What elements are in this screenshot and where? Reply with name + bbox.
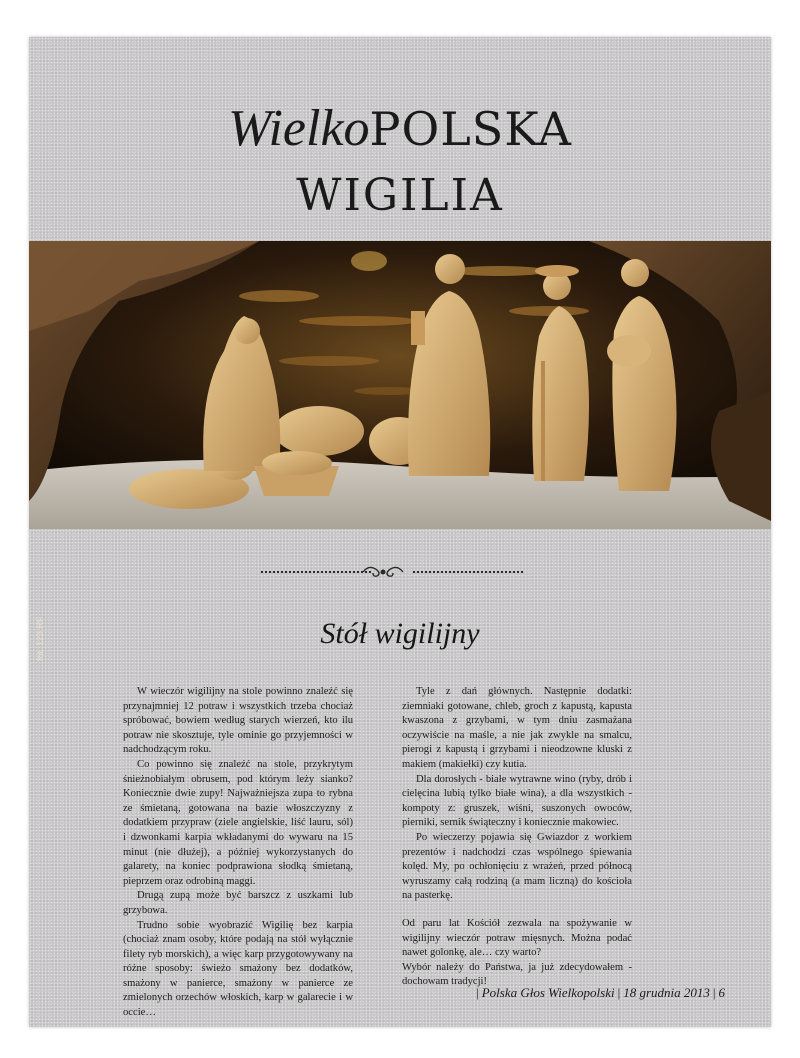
publication-date: 18 grudnia 2013 [623,985,710,1000]
publication-name: Polska Głos Wielkopolski [481,985,615,1000]
dotted-rule-right [413,571,523,573]
title-caps-part: POLSKA [369,102,572,156]
paragraph: Po wieczerzy pojawia się Gwiazdor z workiem prezentów i nadchodzi czas wspólnego śpiewania kolęd. My, po ochłonięciu z wrażeń, przed północą wyruszamy całą rodziną (a mam liczną) do kościoła na pasterkę. [402,831,632,902]
paragraph: Od paru lat Kościół zezwala na spożywanie w wigilijny wieczór potraw mięsnych. Można podać nawet golonkę, ale… czy warto? [402,917,632,959]
page-number: 6 [718,985,725,1000]
magazine-page [29,37,771,1027]
paragraph: Tyle z dań głównych. Następnie dodatki: ziemniaki gotowane, chleb, groch z kapustą, kapusta kwaszona z grzybami, w tym dniu zasmażana oczywiście na maśle, a nie jak zwykle na smalcu, pierogi z kapustą i grzybami i nieodzowne kluski z makiem (makiełki) czy kutia. [402,686,632,770]
page-title-line2: WIGILIA [296,170,504,221]
section-subtitle: Stół wigilijny [320,617,480,650]
swirl-ornament-icon [359,560,407,582]
paragraph: Wybór należy do Państwa, ja już zdecydowałem - dochowam tradycji! [402,961,632,988]
article-column-right [402,685,632,990]
paragraph: Co powinno się znaleźć na stole, przykrytym śnieżnobiałym obrusem, pod którym leży sianko? Koniecznie dwie zupy! Najważniejsza zupa to rybna ze śmietaną, gotowana na bazie włoszczyzny z dodatkiem przypraw (ziele angielskie, liść lauru, sól) i dzwonkami karpia wkładanymi do wywaru na 15 minut (nie dłużej), a później wykorzystanych do galarety, na koniec podprawiona słodką śmietaną, pieprzem oraz odrobiną maggi. [123,758,353,887]
paragraph: Trudno sobie wyobrazić Wigilię bez karpia (chociaż znam osoby, które podają na stół wyłącznie filety ryb morskich), a więc karp przygotowywany na różne sposoby: świeżo smażony bez dodatków, smażony w panierce, smażony w panierce ze zmielonych orzechów włoskich, karp w galarecie i w occie… [123,919,353,1019]
paragraph: Drugą zupą może być barszcz z uszkami lub grzybowa. [123,890,353,916]
page-footer: | Polska Głos Wielkopolski | 18 grudnia 2013 | 6 [476,985,725,1000]
section-divider [29,560,771,584]
photo-credit: fot. 123 RF [35,616,45,661]
article-column-left [123,685,353,1021]
title-script-part: Wielko [228,100,370,157]
nativity-illustration [29,241,771,529]
paragraph: W wieczór wigilijny na stole powinno znaleźć się przynajmniej 12 potraw i wszystkich trzeba chociaż spróbować, bowiem według starych wierzeń, kto ilu potraw nie skosztuje, tyle ominie go przyjemności w nadchodzącym roku. [123,686,353,756]
dotted-rule-left [261,571,371,573]
paragraph: Dla dorosłych - białe wytrawne wino (ryby, drób i cielęcina lubią tylko białe wina), a dla wszystkich - kompoty z: gruszek, wiśni, suszonych owoców, pierniki, sernik świąteczny i koniecznie makowiec. [402,773,632,829]
page-title-line1 [29,99,771,158]
